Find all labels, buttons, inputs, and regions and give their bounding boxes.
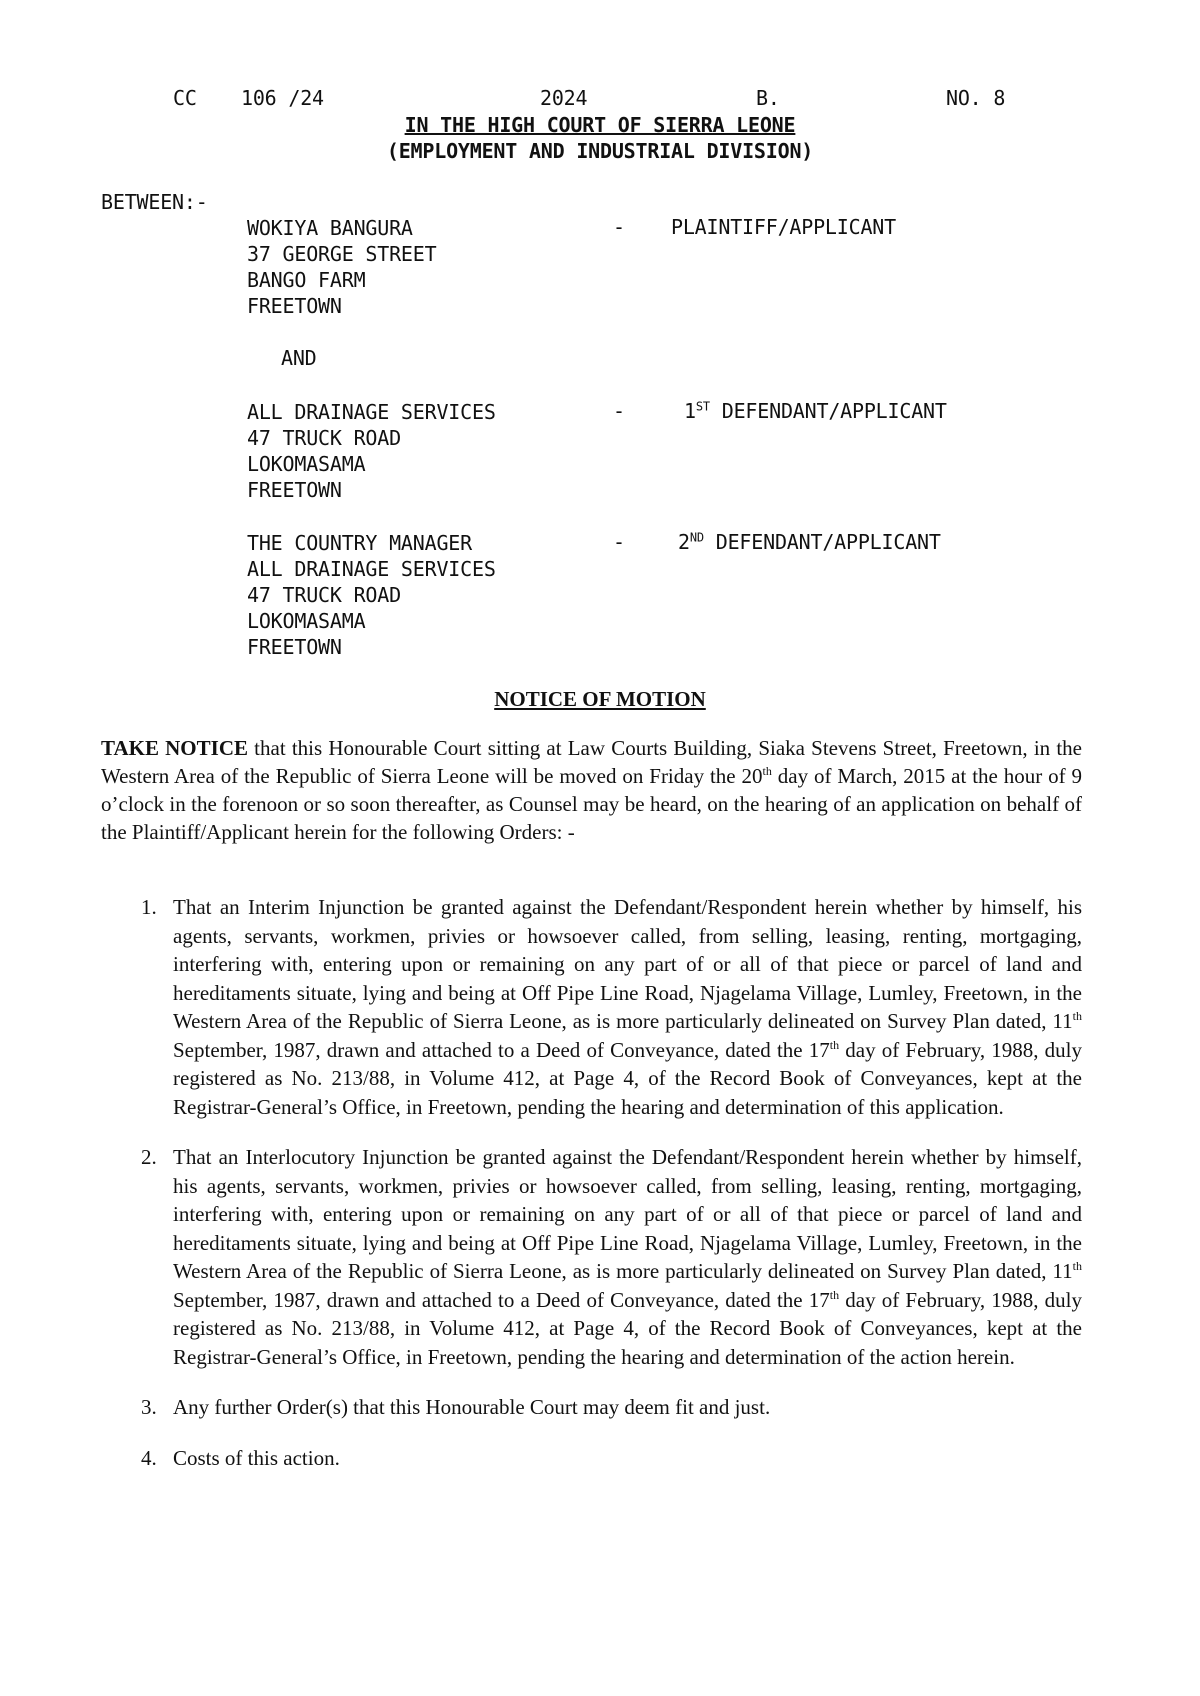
defendant1-address (247, 399, 496, 503)
address-line: WOKIYA BANGURA (247, 216, 413, 240)
address-line: FREETOWN (247, 294, 342, 318)
case-letter: B. (756, 86, 780, 110)
order-number: 3. (141, 1395, 157, 1419)
defendant2-address (247, 530, 496, 660)
plaintiff-role: PLAINTIFF/APPLICANT (671, 215, 896, 239)
order-text: September, 1987, drawn and attached to a Deed of Conveyance, dated the 17 (173, 1037, 830, 1062)
role-ordinal: 1 (684, 399, 696, 423)
address-line: 47 TRUCK ROAD (247, 426, 401, 450)
order-text: Any further Order(s) that this Honourable Court may deem fit and just. (173, 1395, 771, 1419)
role-ordinal-suffix: ST (695, 399, 710, 414)
order-number: 1. (141, 895, 157, 919)
plaintiff-dash: - (613, 215, 625, 239)
order-text: day of February, 1988, duly registered as No. 213/88, in Volume 412, at Page 4, of the Record Book of Conveyances, kept at the Registrar-General’s Office, in Freetown, pending the hearing and determination of this application. (173, 1037, 1083, 1119)
notice-title: NOTICE OF MOTION (494, 687, 706, 711)
address-line: LOKOMASAMA (247, 609, 366, 633)
notice-text: day of March, 2015 at the hour of 9 o’clock in the forenoon or so soon thereafter, as Counsel may be heard, on the hearing of an application on behalf of the Plaintiff/Applicant herein for the following Orders: - (101, 764, 1082, 844)
order-text: September, 1987, drawn and attached to a Deed of Conveyance, dated the 17 (173, 1287, 830, 1312)
address-line: BANGO FARM (247, 268, 366, 292)
order-number: 4. (141, 1445, 157, 1470)
take-notice-lead: TAKE NOTICE (101, 736, 248, 760)
defendant1-dash: - (613, 399, 625, 423)
order-text: day of February, 1988, duly registered as No. 213/88, in Volume 412, at Page 4, of the Record Book of Conveyances, kept at the Registrar-General’s Office, in Freetown, pending the hearing and determination of the action herein. (173, 1287, 1083, 1369)
header-cc: CC (173, 86, 197, 110)
order-text: Costs of this action. (173, 1445, 340, 1470)
ordinal-suffix: th (762, 764, 772, 778)
list-item (101, 1143, 1082, 1371)
ordinal-suffix: th (829, 1287, 840, 1302)
address-line: 47 TRUCK ROAD (247, 583, 401, 607)
between-label: BETWEEN:- (101, 190, 208, 214)
defendant1-role (684, 399, 947, 423)
order-number: 2. (141, 1145, 157, 1169)
court-division: (EMPLOYMENT AND INDUSTRIAL DIVISION) (386, 139, 814, 163)
address-line: 37 GEORGE STREET (247, 242, 437, 266)
list-item (101, 1393, 1082, 1422)
role-ordinal-suffix: ND (689, 530, 704, 545)
document-number: NO. 8 (946, 86, 1006, 110)
address-line: LOKOMASAMA (247, 452, 366, 476)
address-line: ALL DRAINAGE SERVICES (247, 557, 496, 581)
address-line: THE COUNTRY MANAGER (247, 531, 472, 555)
court-title: IN THE HIGH COURT OF SIERRA LEONE (404, 113, 796, 137)
ordinal-suffix: th (829, 1037, 840, 1052)
ordinal-suffix: th (1072, 1009, 1082, 1023)
case-year: 2024 (540, 86, 588, 110)
address-line: FREETOWN (247, 478, 342, 502)
orders-list (101, 893, 1082, 1494)
defendant2-role (678, 530, 941, 554)
notice-text: that this Honourable Court sitting at Law Courts Building, Siaka Stevens Street, Freetown, in the Western Area of the Republic of Sierra Leone will be moved on Friday the 20 (101, 736, 1082, 788)
notice-paragraph (101, 734, 1082, 846)
address-line: ALL DRAINAGE SERVICES (247, 400, 496, 424)
case-number: 106 /24 (241, 86, 324, 110)
role-ordinal: 2 (678, 530, 690, 554)
and-label: AND (281, 346, 317, 370)
plaintiff-address (247, 215, 436, 319)
list-item (101, 893, 1082, 1121)
address-line: FREETOWN (247, 635, 342, 659)
role-title: DEFENDANT/APPLICANT (709, 399, 947, 423)
order-text: That an Interlocutory Injunction be granted against the Defendant/Respondent herein whether by himself, his agents, servants, workmen, privies or howsoever called, from selling, leasing, renting, mortgaging, interfering with, entering upon or remaining on any part of or all of that piece or parcel of land and hereditaments situate, lying and being at Off Pipe Line Road, Njagelama Village, Lumley, Freetown, in the Western Area of the Republic of Sierra Leone, as is more particularly delineated on Survey Plan dated, 11 (173, 1145, 1082, 1283)
defendant2-dash: - (613, 530, 625, 554)
order-text: That an Interim Injunction be granted against the Defendant/Respondent herein whether by himself, his agents, servants, workmen, privies or howsoever called, from selling, leasing, renting, mortgaging, interfering with, entering upon or remaining on any part of or all of that piece or parcel of land and hereditaments situate, lying and being at Off Pipe Line Road, Njagelama Village, Lumley, Freetown, in the Western Area of the Republic of Sierra Leone, as is more particularly delineated on Survey Plan dated, 11 (173, 895, 1082, 1033)
list-item (101, 1444, 1082, 1473)
role-title: DEFENDANT/APPLICANT (703, 530, 941, 554)
ordinal-suffix: th (1072, 1259, 1082, 1273)
